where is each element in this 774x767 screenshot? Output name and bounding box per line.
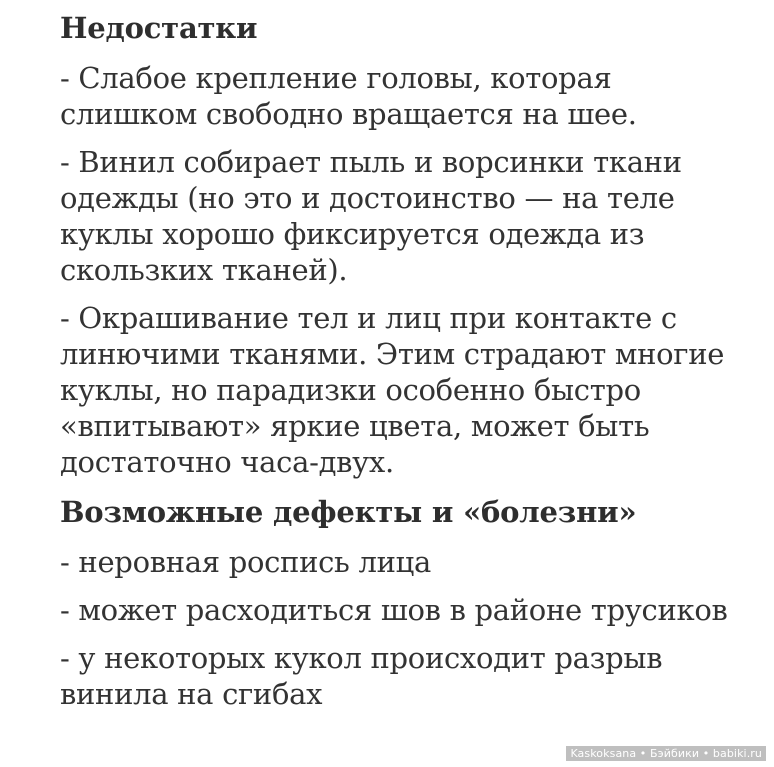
section-defects bbox=[60, 492, 734, 712]
list-item: - у некоторых кукол происходит разрыв винила на сгибах bbox=[60, 641, 663, 711]
section-heading-disadvantages: Недостатки bbox=[60, 11, 258, 45]
section-heading-defects: Возможные дефекты и «болезни» bbox=[60, 495, 637, 529]
list-item: - неровная роспись лица bbox=[60, 545, 431, 579]
list-item: - может расходиться шов в районе трусиков bbox=[60, 593, 728, 627]
list-item: - Слабое крепление головы, которая слишком свободно вращается на шее. bbox=[60, 61, 637, 131]
section-disadvantages bbox=[60, 8, 734, 480]
list-item: - Окрашивание тел и лиц при контакте с линючими тканями. Этим страдают многие куклы, но парадизки особенно быстро «впитывают» яркие цвета, может быть достаточно часа-двух. bbox=[60, 301, 725, 479]
list-item: - Винил собирает пыль и ворсинки ткани одежды (но это и достоинство — на теле куклы хорошо фиксируется одежда из скользких тканей). bbox=[60, 145, 682, 287]
watermark: Kaskoksana • Бэйбики • babiki.ru bbox=[566, 746, 766, 761]
